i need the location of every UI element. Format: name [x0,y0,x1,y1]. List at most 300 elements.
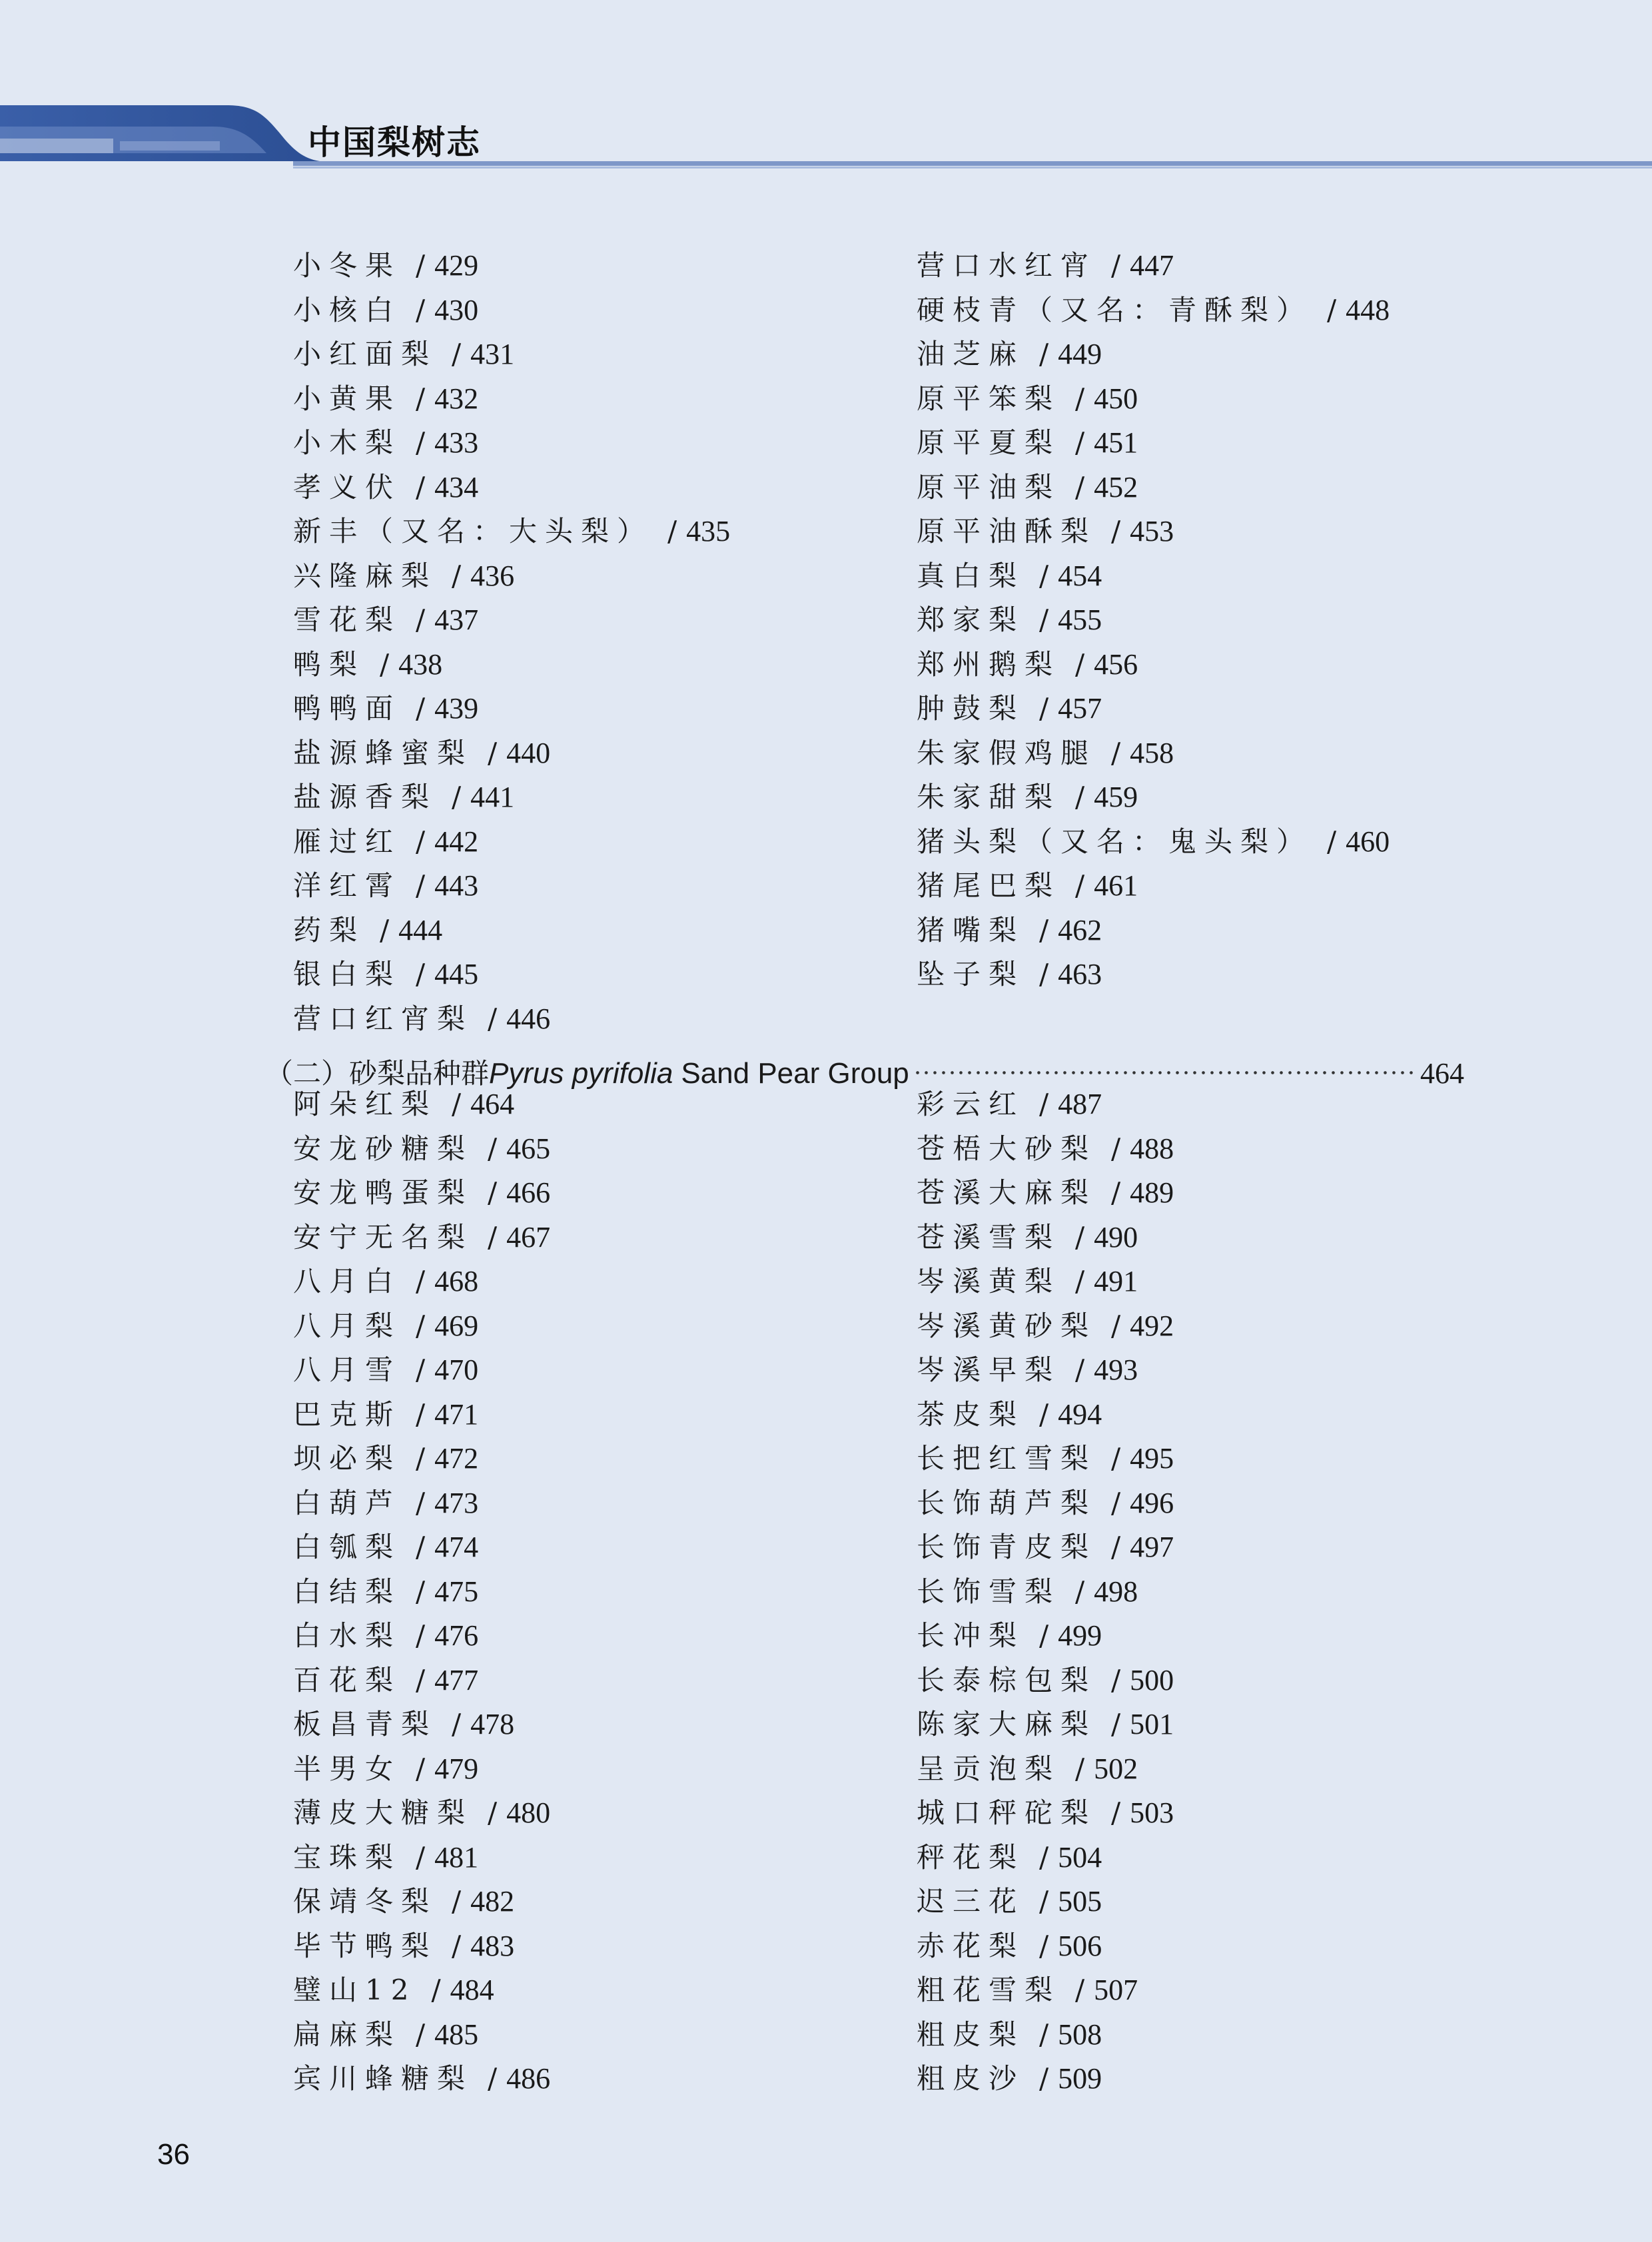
toc-entry[interactable] [293,1924,514,1968]
toc-entry-separator: / [1075,1575,1085,1608]
toc-entry-page: 497 [1130,1531,1174,1563]
toc-entry-separator: / [416,1265,426,1298]
toc-entry-page: 508 [1058,2018,1102,2051]
toc-entry-page: 486 [506,2062,551,2095]
toc-entry[interactable] [917,2057,1102,2101]
toc-entry-separator: / [416,426,426,459]
toc-entry[interactable] [293,1968,494,2012]
toc-entry-page: 430 [434,293,479,326]
toc-entry-separator: / [1075,382,1085,415]
toc-entry-separator: / [1039,1088,1049,1120]
toc-entry-name: 白瓠梨 [293,1531,402,1563]
toc-entry-name: 营口水红宵 [917,249,1097,282]
toc-entry-separator: / [452,781,462,813]
section-heading-sand-pear[interactable] [265,1039,1464,1090]
toc-entry-name: 半男女 [293,1752,402,1785]
toc-entry-separator: / [1327,825,1337,858]
toc-entry[interactable] [293,731,550,775]
toc-entry-separator: / [452,1708,462,1740]
toc-entry[interactable] [917,1304,1174,1348]
toc-entry-page: 495 [1130,1442,1174,1475]
toc-entry-name: 粗花雪梨 [917,1974,1061,2006]
toc-entry-separator: / [488,1002,498,1035]
toc-entry-name: 猪嘴梨 [917,913,1025,946]
toc-entry-name: 坝必梨 [293,1442,402,1475]
toc-entry[interactable] [293,1260,478,1304]
toc-entry-separator: / [1111,1531,1121,1563]
toc-entry-page: 435 [686,515,731,548]
toc-entry-name: 鸭鸭面 [293,692,402,725]
toc-entry-page: 443 [434,869,479,902]
toc-entry-name: 赤花梨 [917,1929,1025,1962]
toc-entry-page: 434 [434,470,479,504]
toc-entry-separator: / [416,825,426,858]
toc-entry-name: 长把红雪梨 [917,1442,1097,1475]
toc-entry-page: 455 [1058,603,1102,636]
toc-entry-name: 岑溪早梨 [917,1353,1061,1386]
toc-entry[interactable] [917,1836,1102,1880]
toc-entry-separator: / [416,869,426,902]
toc-entry[interactable] [293,1570,478,1614]
toc-entry[interactable] [917,1216,1138,1260]
toc-entry-separator: / [1039,603,1049,636]
toc-entry-page: 487 [1058,1088,1102,1120]
toc-entry[interactable] [917,952,1102,996]
toc-entry[interactable] [917,1260,1138,1304]
toc-entry[interactable] [293,1880,514,1924]
toc-entry[interactable] [917,1880,1102,1924]
toc-entry-separator: / [416,249,426,282]
toc-entry[interactable] [293,1836,478,1880]
toc-entry-name: 扁麻梨 [293,2018,402,2051]
toc-entry[interactable] [293,244,478,288]
toc-entry[interactable] [293,1614,478,1658]
toc-entry-name: 雪花梨 [293,603,402,636]
toc-entry[interactable] [293,643,442,687]
toc-entry-separator: / [488,1176,498,1209]
toc-entry-page: 485 [434,2018,479,2051]
toc-entry-page: 494 [1058,1397,1102,1431]
toc-entry-page: 477 [434,1663,479,1696]
toc-entry-name: 安龙鸭蛋梨 [293,1176,474,1209]
toc-entry-separator: / [1075,470,1085,504]
toc-entry[interactable] [293,997,550,1041]
toc-entry[interactable] [917,421,1138,465]
toc-entry-page: 498 [1094,1575,1138,1608]
toc-entry-separator: / [380,647,390,681]
toc-entry-name: 白水梨 [293,1619,402,1652]
toc-entry-separator: / [1111,1708,1121,1740]
toc-entry[interactable] [293,1702,514,1746]
toc-entry-name: 八月梨 [293,1309,402,1342]
toc-entry-separator: / [1075,426,1085,459]
toc-entry-page: 446 [506,1002,551,1035]
toc-entry-name: 郑家梨 [917,603,1025,636]
running-header-title: 中国梨树志 [308,123,481,162]
header-decoration [0,100,1652,173]
toc-entry-page: 442 [434,825,479,858]
toc-entry-separator: / [1039,559,1049,592]
toc-entry-name: 苍梧大砂梨 [917,1132,1097,1165]
toc-entry[interactable] [293,288,478,332]
toc-entry[interactable] [917,554,1102,598]
toc-entry-name: 长冲梨 [917,1619,1025,1652]
toc-entry-name: 药梨 [293,913,366,946]
toc-entry[interactable] [293,775,514,819]
toc-entry-name: 粗皮梨 [917,2018,1025,2051]
toc-entry[interactable] [917,909,1102,952]
toc-entry-name: 孝义伏 [293,470,402,504]
toc-entry-name: 苍溪雪梨 [917,1220,1061,1254]
toc-entry[interactable] [917,1614,1102,1658]
toc-entry[interactable] [917,731,1174,775]
toc-entry-separator: / [488,1132,498,1165]
toc-entry-separator: / [380,913,390,946]
toc-entry-name: 长饰雪梨 [917,1575,1061,1608]
toc-entry[interactable] [293,909,442,952]
toc-entry[interactable] [293,1127,550,1171]
toc-entry-name: 兴隆麻梨 [293,559,438,592]
toc-entry-separator: / [1039,1397,1049,1431]
toc-entry-separator: / [416,2018,426,2051]
toc-entry-page: 479 [434,1752,479,1785]
toc-entry-page: 505 [1058,1885,1102,1918]
toc-entry[interactable] [917,687,1102,731]
toc-entry-name: 原平夏梨 [917,426,1061,459]
toc-entry-page: 496 [1130,1486,1174,1519]
toc-entry-name: 肿鼓梨 [917,692,1025,725]
toc-entry-separator: / [1075,647,1085,681]
toc-entry-separator: / [416,1353,426,1386]
toc-entry-separator: / [1075,1752,1085,1785]
toc-entry-name: 阿朵红梨 [293,1088,438,1120]
toc-entry-separator: / [1327,293,1337,326]
toc-entry-page: 462 [1058,913,1102,946]
toc-entry-page: 432 [434,382,479,415]
toc-entry[interactable] [293,1216,550,1260]
toc-entry-page: 501 [1130,1708,1174,1740]
toc-entry[interactable] [917,1348,1138,1392]
toc-entry[interactable] [293,820,478,864]
toc-entry-page: 492 [1130,1309,1174,1342]
toc-entry-name: 营口红宵梨 [293,1002,474,1035]
toc-entry-page: 473 [434,1486,479,1519]
toc-entry-separator: / [416,293,426,326]
toc-entry-name: 坠子梨 [917,958,1025,990]
toc-entry-separator: / [452,559,462,592]
toc-entry-separator: / [1075,1265,1085,1298]
toc-entry-separator: / [416,1663,426,1696]
toc-entry-page: 451 [1094,426,1138,459]
toc-entry[interactable] [917,377,1138,421]
toc-entry[interactable] [293,1171,550,1215]
toc-entry-separator: / [452,338,462,370]
toc-entry-page: 489 [1130,1176,1174,1209]
toc-entry-page: 460 [1346,825,1390,858]
toc-entry-separator: / [452,1929,462,1962]
toc-entry-page: 453 [1130,515,1174,548]
toc-entry[interactable] [917,1924,1102,1968]
toc-entry[interactable] [917,1791,1174,1835]
toc-entry-page: 449 [1058,338,1102,370]
toc-entry-name: 巴克斯 [293,1397,402,1431]
toc-entry-name: 长泰棕包梨 [917,1663,1097,1696]
toc-entry[interactable] [917,1747,1138,1791]
toc-entry-page: 440 [506,736,551,769]
toc-entry[interactable] [917,1702,1174,1746]
toc-entry-page: 481 [434,1840,479,1874]
toc-entry[interactable] [293,1437,478,1481]
toc-entry[interactable] [293,1791,550,1835]
toc-entry-separator: / [431,1974,441,2006]
toc-entry-name: 呈贡泡梨 [917,1752,1061,1785]
toc-entry-page: 499 [1058,1619,1102,1652]
toc-entry-separator: / [416,1752,426,1785]
toc-entry[interactable] [917,288,1390,332]
toc-entry[interactable] [917,864,1138,908]
toc-entry-separator: / [452,1885,462,1918]
toc-entry-separator: / [452,1088,462,1120]
toc-entry-separator: / [1039,958,1049,990]
toc-entry-separator: / [1039,1840,1049,1874]
toc-entry[interactable] [293,1747,478,1791]
toc-entry-separator: / [1111,1132,1121,1165]
toc-entry-separator: / [1039,2018,1049,2051]
toc-entry-page: 454 [1058,559,1102,592]
toc-entry-page: 488 [1130,1132,1174,1165]
toc-entry-separator: / [416,1309,426,1342]
toc-entry-page: 441 [470,781,515,813]
toc-entry[interactable] [917,1082,1102,1126]
toc-entry-name: 雁过红 [293,825,402,858]
toc-entry-separator: / [416,692,426,725]
toc-entry-separator: / [1111,1486,1121,1519]
toc-entry-separator: / [416,1442,426,1475]
toc-entry-page: 480 [506,1796,551,1829]
toc-entry-name: 保靖冬梨 [293,1885,438,1918]
toc-entry[interactable] [293,421,478,465]
toc-entry-separator: / [416,382,426,415]
toc-entry-page: 482 [470,1885,515,1918]
toc-entry-separator: / [416,603,426,636]
toc-entry-separator: / [488,2062,498,2095]
toc-entry[interactable] [917,332,1102,376]
toc-entry-name: 白结梨 [293,1575,402,1608]
toc-entry-name: 安宁无名梨 [293,1220,474,1254]
toc-entry[interactable] [293,377,478,421]
toc-entry-page: 466 [506,1176,551,1209]
toc-entry-separator: / [1111,1309,1121,1342]
toc-entry-separator: / [1111,1663,1121,1696]
toc-entry[interactable] [917,1393,1102,1437]
toc-entry-name: 郑州鹅梨 [917,647,1061,681]
toc-entry-name: 璧山12 [293,1974,417,2006]
toc-entry-separator: / [416,470,426,504]
toc-entry-name: 原平油梨 [917,470,1061,504]
toc-entry[interactable] [917,1525,1174,1569]
toc-entry-page: 448 [1346,293,1390,326]
toc-entry[interactable] [917,1127,1174,1171]
toc-entry[interactable] [917,1481,1174,1525]
toc-entry-separator: / [1039,338,1049,370]
toc-entry-name: 秤花梨 [917,1840,1025,1874]
toc-entry-name: 苍溪大麻梨 [917,1176,1097,1209]
toc-entry-name: 朱家假鸡腿 [917,736,1097,769]
toc-entry-page: 503 [1130,1796,1174,1829]
dot-leader [913,1039,1414,1083]
toc-entry-name: 鸭梨 [293,647,366,681]
toc-entry[interactable] [917,598,1102,642]
section-heading-latin: Pyrus pyrifolia [489,1057,673,1090]
toc-entry-name: 宾川蜂糖梨 [293,2062,474,2095]
toc-entry-name: 真白梨 [917,559,1025,592]
toc-entry-separator: / [488,1220,498,1254]
toc-entry-name: 猪尾巴梨 [917,869,1061,902]
toc-entry-page: 436 [470,559,515,592]
toc-entry-name: 岑溪黄砂梨 [917,1309,1097,1342]
toc-entry-separator: / [1039,692,1049,725]
toc-entry-page: 463 [1058,958,1102,990]
toc-entry-name: 新丰（又名：大头梨） [293,515,653,548]
toc-entry-name: 原平油酥梨 [917,515,1097,548]
toc-entry-name: 猪头梨（又名：鬼头梨） [917,825,1313,858]
toc-entry[interactable] [917,1968,1138,2012]
toc-entry-name: 茶皮梨 [917,1397,1025,1431]
toc-entry-separator: / [1111,515,1121,548]
toc-entry-page: 478 [470,1708,515,1740]
toc-entry-separator: / [1111,1442,1121,1475]
toc-entry-separator: / [1039,1885,1049,1918]
toc-entry[interactable] [293,554,514,598]
toc-entry-name: 朱家甜梨 [917,781,1061,813]
toc-entry[interactable] [917,775,1138,819]
toc-entry-name: 岑溪黄梨 [917,1265,1061,1298]
toc-entry[interactable] [293,1525,478,1569]
toc-entry[interactable] [293,466,478,510]
toc-entry[interactable] [293,952,478,996]
toc-entry-name: 八月雪 [293,1353,402,1386]
toc-entry-name: 小红面梨 [293,338,438,370]
toc-entry-name: 小黄果 [293,382,402,415]
toc-entry-separator: / [667,515,677,548]
toc-entry[interactable] [917,1659,1174,1702]
toc-entry[interactable] [917,244,1174,288]
toc-entry-separator: / [1111,1176,1121,1209]
toc-entry-page: 431 [470,338,515,370]
toc-entry[interactable] [293,1481,478,1525]
toc-entry-page: 438 [398,647,443,681]
toc-entry[interactable] [293,510,730,554]
toc-entry-page: 445 [434,958,479,990]
toc-entry-separator: / [488,1796,498,1829]
toc-entry-name: 硬枝青（又名：青酥梨） [917,293,1313,326]
toc-entry[interactable] [293,2057,550,2101]
toc-entry-separator: / [1075,781,1085,813]
toc-entry-separator: / [1039,2062,1049,2095]
toc-entry[interactable] [917,1570,1138,1614]
section-heading-prefix: （二）砂梨品种群 [265,1057,490,1090]
toc-entry[interactable] [293,598,478,642]
toc-entry-separator: / [1075,1974,1085,2006]
toc-entry-page: 500 [1130,1663,1174,1696]
toc-entry-separator: / [1039,1619,1049,1652]
toc-entry[interactable] [293,1348,478,1392]
toc-entry-separator: / [1111,1796,1121,1829]
toc-entry-page: 470 [434,1353,479,1386]
toc-entry-name: 迟三花 [917,1885,1025,1918]
toc-entry-separator: / [1111,249,1121,282]
section-heading-english: Sand Pear Group [681,1057,909,1090]
toc-entry-page: 458 [1130,736,1174,769]
toc-entry-separator: / [1075,1353,1085,1386]
toc-entry-page: 444 [398,913,443,946]
toc-entry-name: 小木梨 [293,426,402,459]
toc-entry-page: 433 [434,426,479,459]
toc-entry-page: 468 [434,1265,479,1298]
toc-entry[interactable] [293,2013,478,2057]
toc-entry-page: 509 [1058,2062,1102,2095]
toc-entry[interactable] [293,1082,514,1126]
toc-entry-page: 459 [1094,781,1138,813]
toc-entry[interactable] [293,332,514,376]
toc-entry-page: 429 [434,249,479,282]
toc-entry[interactable] [293,864,478,908]
section-heading-page: 464 [1420,1057,1464,1090]
toc-entry[interactable] [917,1171,1174,1215]
toc-entry[interactable] [917,510,1174,554]
toc-entry-name: 盐源香梨 [293,781,438,813]
toc-entry-name: 薄皮大糖梨 [293,1796,474,1829]
toc-entry[interactable] [293,1393,478,1437]
toc-entry-separator: / [1039,913,1049,946]
toc-entry-name: 盐源蜂蜜梨 [293,736,474,769]
toc-entry-page: 447 [1130,249,1174,282]
toc-entry-separator: / [416,958,426,990]
toc-entry[interactable] [293,687,478,731]
toc-entry-page: 504 [1058,1840,1102,1874]
toc-entry-separator: / [488,736,498,769]
toc-entry[interactable] [917,1437,1174,1481]
toc-entry-name: 长饰青皮梨 [917,1531,1097,1563]
toc-entry[interactable] [917,466,1138,510]
toc-entry[interactable] [917,2013,1102,2057]
toc-entry-separator: / [416,1619,426,1652]
toc-entry-name: 油芝麻 [917,338,1025,370]
toc-entry-name: 长饰葫芦梨 [917,1486,1097,1519]
toc-entry-page: 474 [434,1531,479,1563]
toc-entry-page: 456 [1094,647,1138,681]
toc-entry-page: 465 [506,1132,551,1165]
toc-entry-name: 粗皮沙 [917,2062,1025,2095]
toc-entry-name: 小冬果 [293,249,402,282]
toc-entry[interactable] [917,820,1390,864]
toc-entry-page: 476 [434,1619,479,1652]
toc-entry-name: 陈家大麻梨 [917,1708,1097,1740]
toc-entry-page: 439 [434,692,479,725]
toc-entry-page: 464 [470,1088,515,1120]
toc-entry[interactable] [917,643,1138,687]
toc-entry-name: 原平笨梨 [917,382,1061,415]
toc-entry-page: 507 [1094,1974,1138,2006]
toc-entry-name: 板昌青梨 [293,1708,438,1740]
toc-entry-page: 484 [450,1974,494,2006]
toc-entry-page: 471 [434,1397,479,1431]
toc-entry[interactable] [293,1304,478,1348]
toc-entry-page: 493 [1094,1353,1138,1386]
toc-entry-name: 彩云红 [917,1088,1025,1120]
toc-entry[interactable] [293,1659,478,1702]
toc-entry-page: 461 [1094,869,1138,902]
